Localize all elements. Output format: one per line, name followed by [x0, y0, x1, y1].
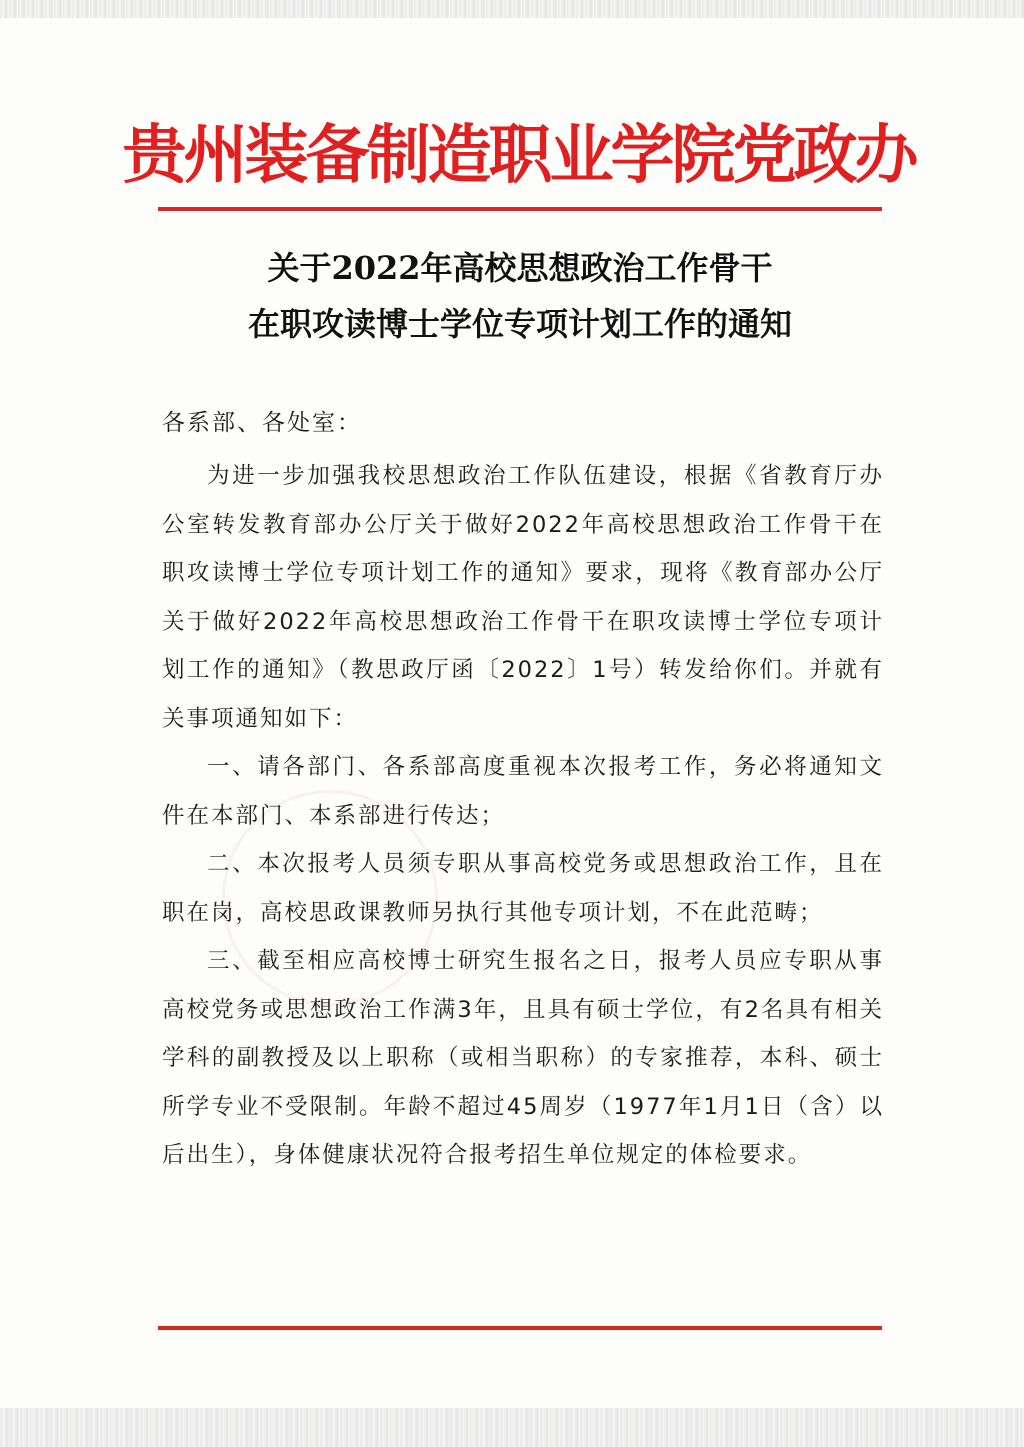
body-paragraph-item-2: 二、本次报考人员须专职从事高校党务或思想政治工作，且在职在岗，高校思政课教师另执行其他专项计划，不在此范畴； — [162, 851, 884, 926]
scan-edge-bottom — [0, 1408, 1024, 1447]
body-paragraph-intro: 为进一步加强我校思想政治工作队伍建设，根据《省教育厅办公室转发教育部办公厅关于做好2022年高校思想政治工作骨干在职攻读博士学位专项计划工作的通知》要求，现将《教育部办公厅关于做好2022年高校思想政治工作骨干在职攻读博士学位专项计划工作的通知》（教思政厅函〔2022〕1号）转发给你们。并就有关事项通知如下： — [162, 463, 884, 732]
document-title-line-1: 关于2022年高校思想政治工作骨干 — [267, 249, 773, 287]
salutation: 各系部、各处室： — [162, 410, 362, 436]
body-paragraph-item-1: 一、请各部门、各系部高度重视本次报考工作，务必将通知文件在本部门、本系部进行传达； — [162, 754, 884, 829]
body-paragraph-item-3: 三、截至相应高校博士研究生报名之日，报考人员应专职从事高校党务或思想政治工作满3年，且具有硕士学位，有2名具有相关学科的副教授及以上职称（或相当职称）的专家推荐，本科、硕士所学专业不受限制。年龄不超过45周岁（1977年1月1日（含）以后出生），身体健康状况符合报考招生单位规定的体检要求。 — [162, 948, 884, 1168]
masthead-red-rule — [158, 207, 882, 211]
footer-red-rule — [158, 1326, 882, 1330]
masthead-org-name: 贵州装备制造职业学院党政办 — [122, 118, 916, 193]
scan-edge-top — [0, 0, 1024, 18]
document-title-line-2: 在职攻读博士学位专项计划工作的通知 — [247, 305, 792, 343]
document-title — [140, 240, 900, 352]
document-body — [162, 452, 884, 1180]
